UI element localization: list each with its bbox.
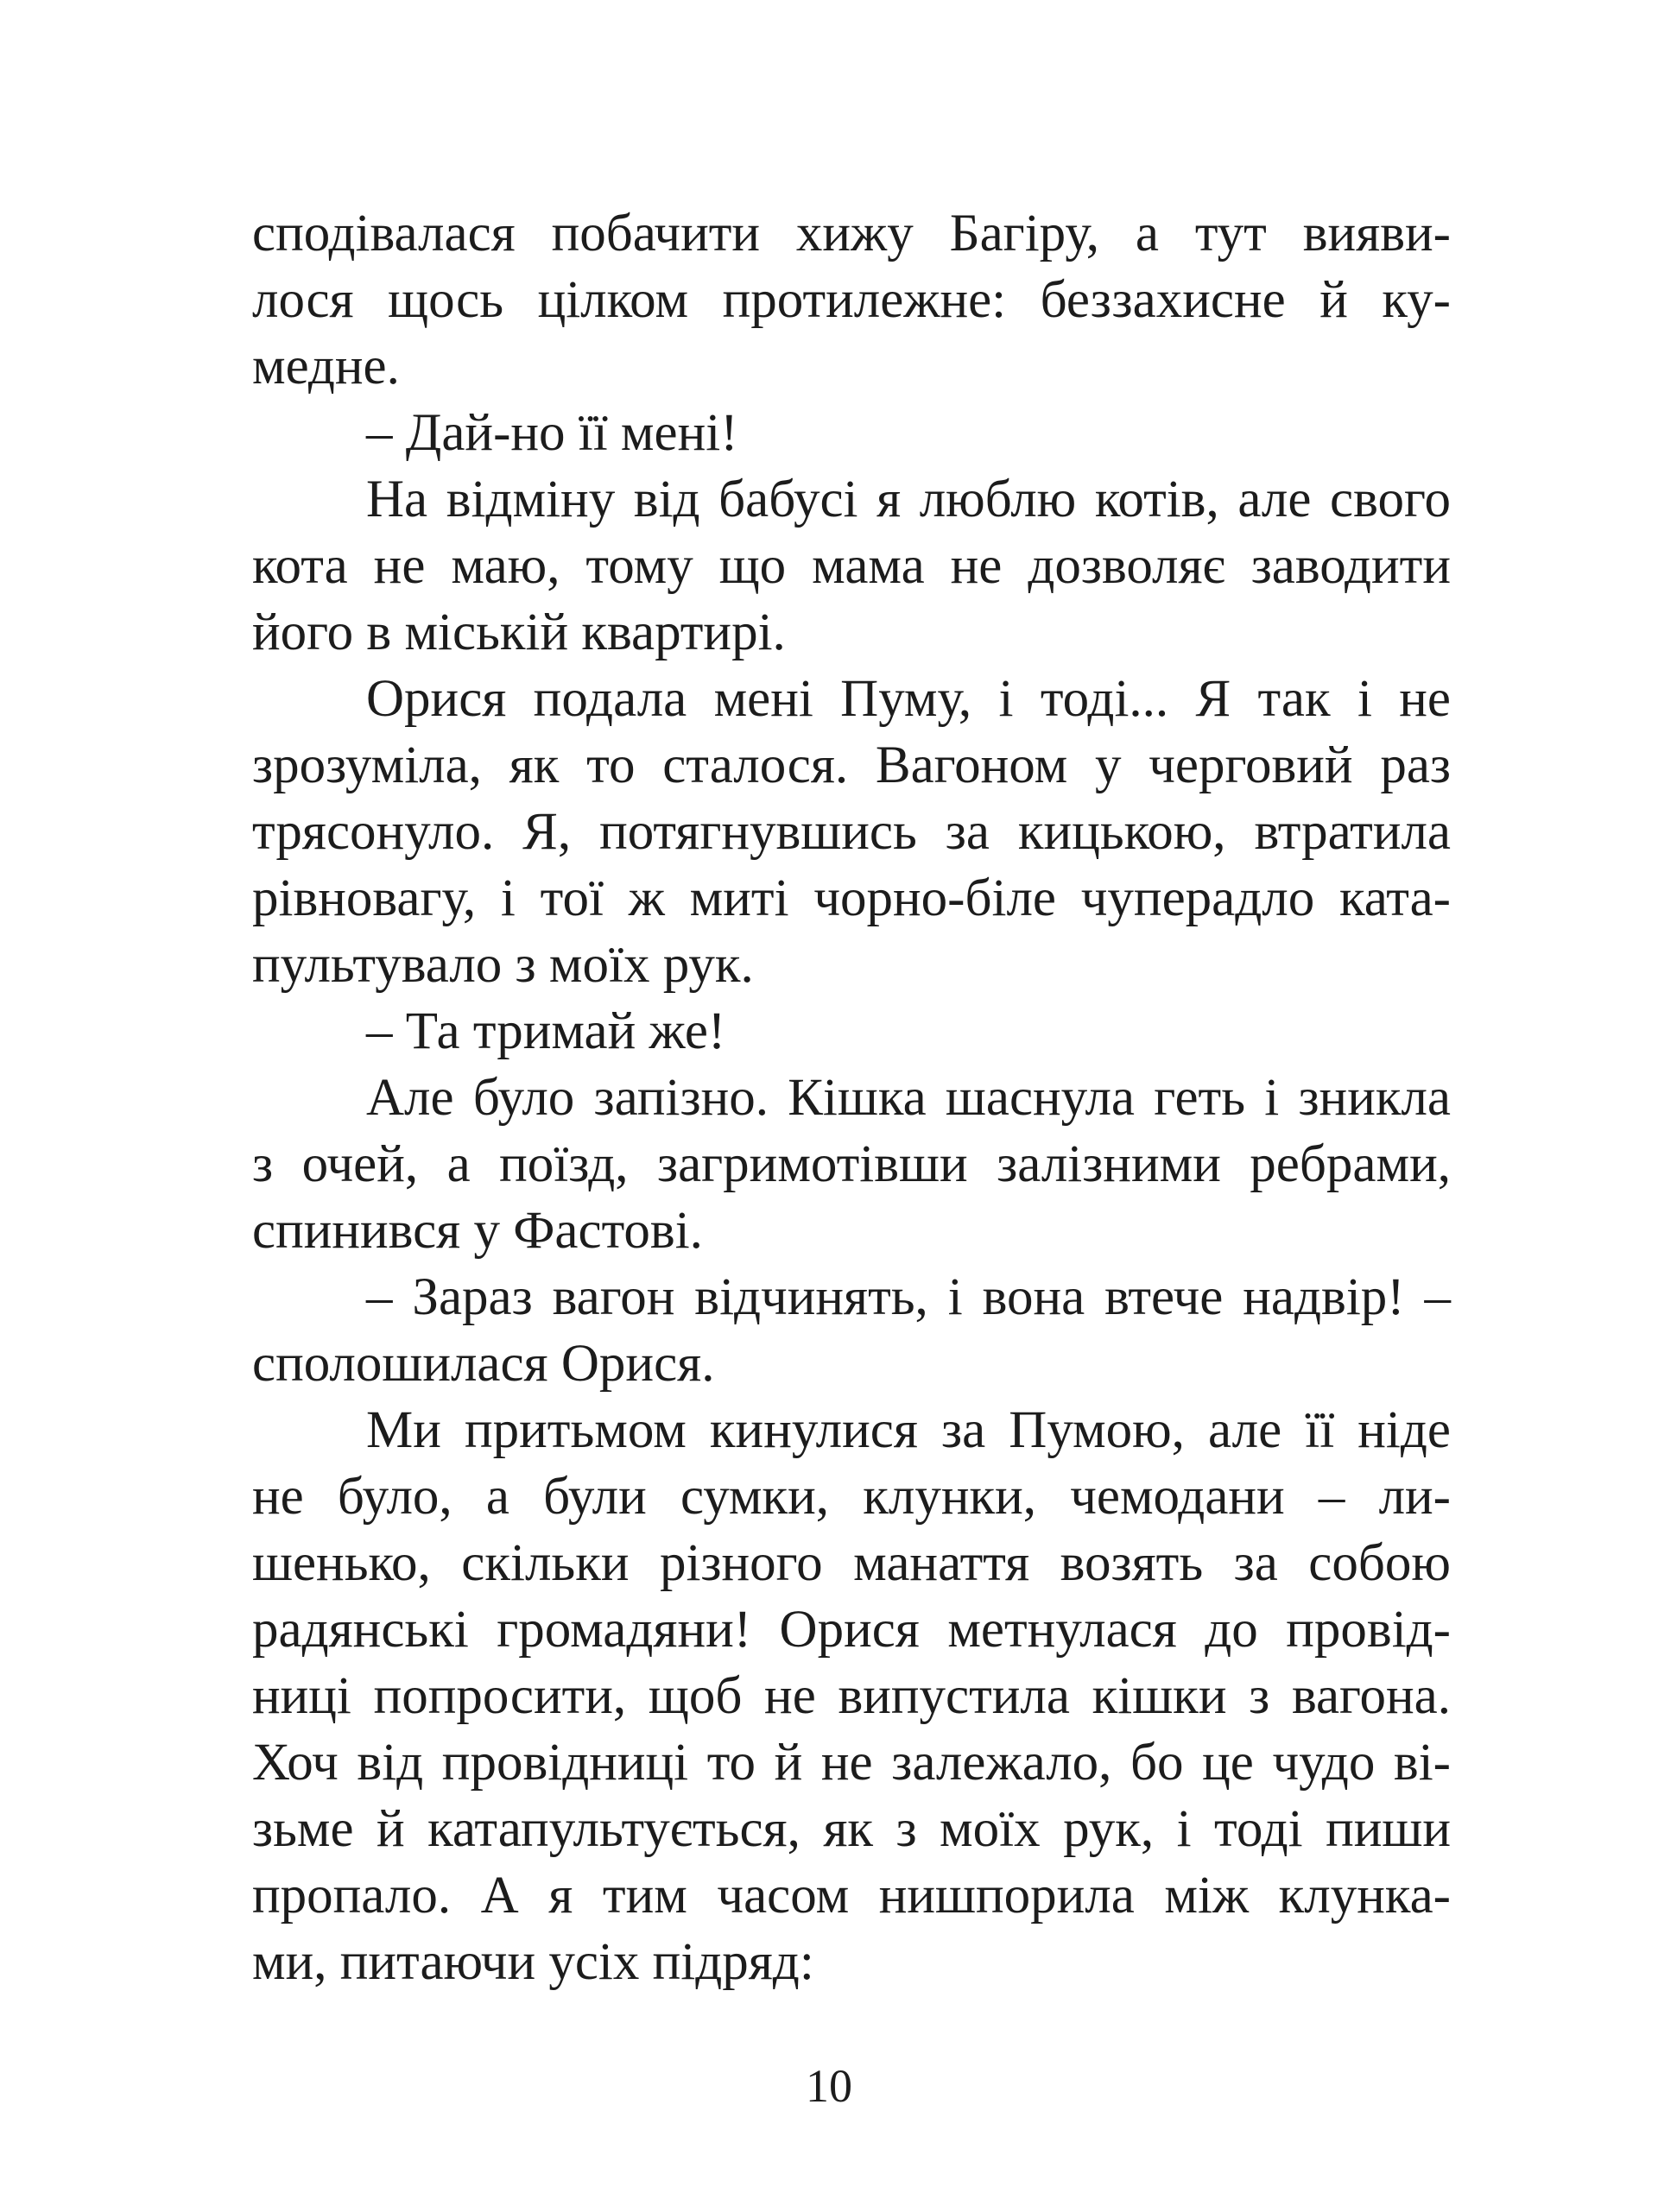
text-line: пультувало з моїх рук. xyxy=(252,936,754,994)
body-text xyxy=(252,200,1451,1995)
text-line: пропало. А я тим часом нишпорила між клунка- xyxy=(252,1867,1451,1924)
text-line: шенько, скільки різного манаття возять за собою xyxy=(252,1534,1451,1592)
text-line: Але було запізно. Кішка шаснула геть і зникла xyxy=(366,1069,1451,1127)
text-line: з очей, а поїзд, загримотівши залізними ребрами, xyxy=(252,1135,1451,1193)
text-line: лося щось цілком протилежне: беззахисне й ку- xyxy=(252,271,1451,329)
text-line: медне. xyxy=(252,338,400,395)
text-line: – Зараз вагон відчинять, і вона втече надвір! – xyxy=(366,1268,1451,1326)
text-line: сподівалася побачити хижу Багіру, а тут вияви- xyxy=(252,205,1451,262)
text-line: не було, а були сумки, клунки, чемодани – ли- xyxy=(252,1468,1451,1526)
text-line: Орися подала мені Пуму, і тоді... Я так і не xyxy=(366,670,1451,728)
text-line: – Та тримай же! xyxy=(366,1002,726,1060)
text-line: ниці попросити, щоб не випустила кішки з вагона. xyxy=(252,1667,1451,1725)
text-line: кота не маю, тому що мама не дозволяє заводити xyxy=(252,537,1451,595)
text-line: Ми притьмом кинулися за Пумою, але її ніде xyxy=(366,1401,1451,1459)
text-line: сполошилася Орися. xyxy=(252,1335,715,1393)
page-number: 10 xyxy=(806,2060,852,2112)
text-line: радянські громадяни! Орися метнулася до провід- xyxy=(252,1601,1451,1659)
text-line: спинився у Фастові. xyxy=(252,1202,703,1260)
text-line: ми, питаючи усіх підряд: xyxy=(252,1933,814,1991)
text-line: зрозуміла, як то сталося. Вагоном у черговий раз xyxy=(252,736,1451,794)
text-line: На відміну від бабусі я люблю котів, але свого xyxy=(366,471,1451,528)
text-line: рівновагу, і тої ж миті чорно-біле чуперадло ката- xyxy=(252,869,1451,927)
text-line: трясонуло. Я, потягнувшись за кицькою, втратила xyxy=(252,803,1451,861)
text-line: Хоч від провідниці то й не залежало, бо це чудо ві- xyxy=(252,1734,1451,1792)
text-line: – Дай-но її мені! xyxy=(366,404,738,462)
text-line: зьме й катапультується, як з моїх рук, і тоді пиши xyxy=(252,1800,1451,1858)
text-line: його в міській квартирі. xyxy=(252,604,786,661)
